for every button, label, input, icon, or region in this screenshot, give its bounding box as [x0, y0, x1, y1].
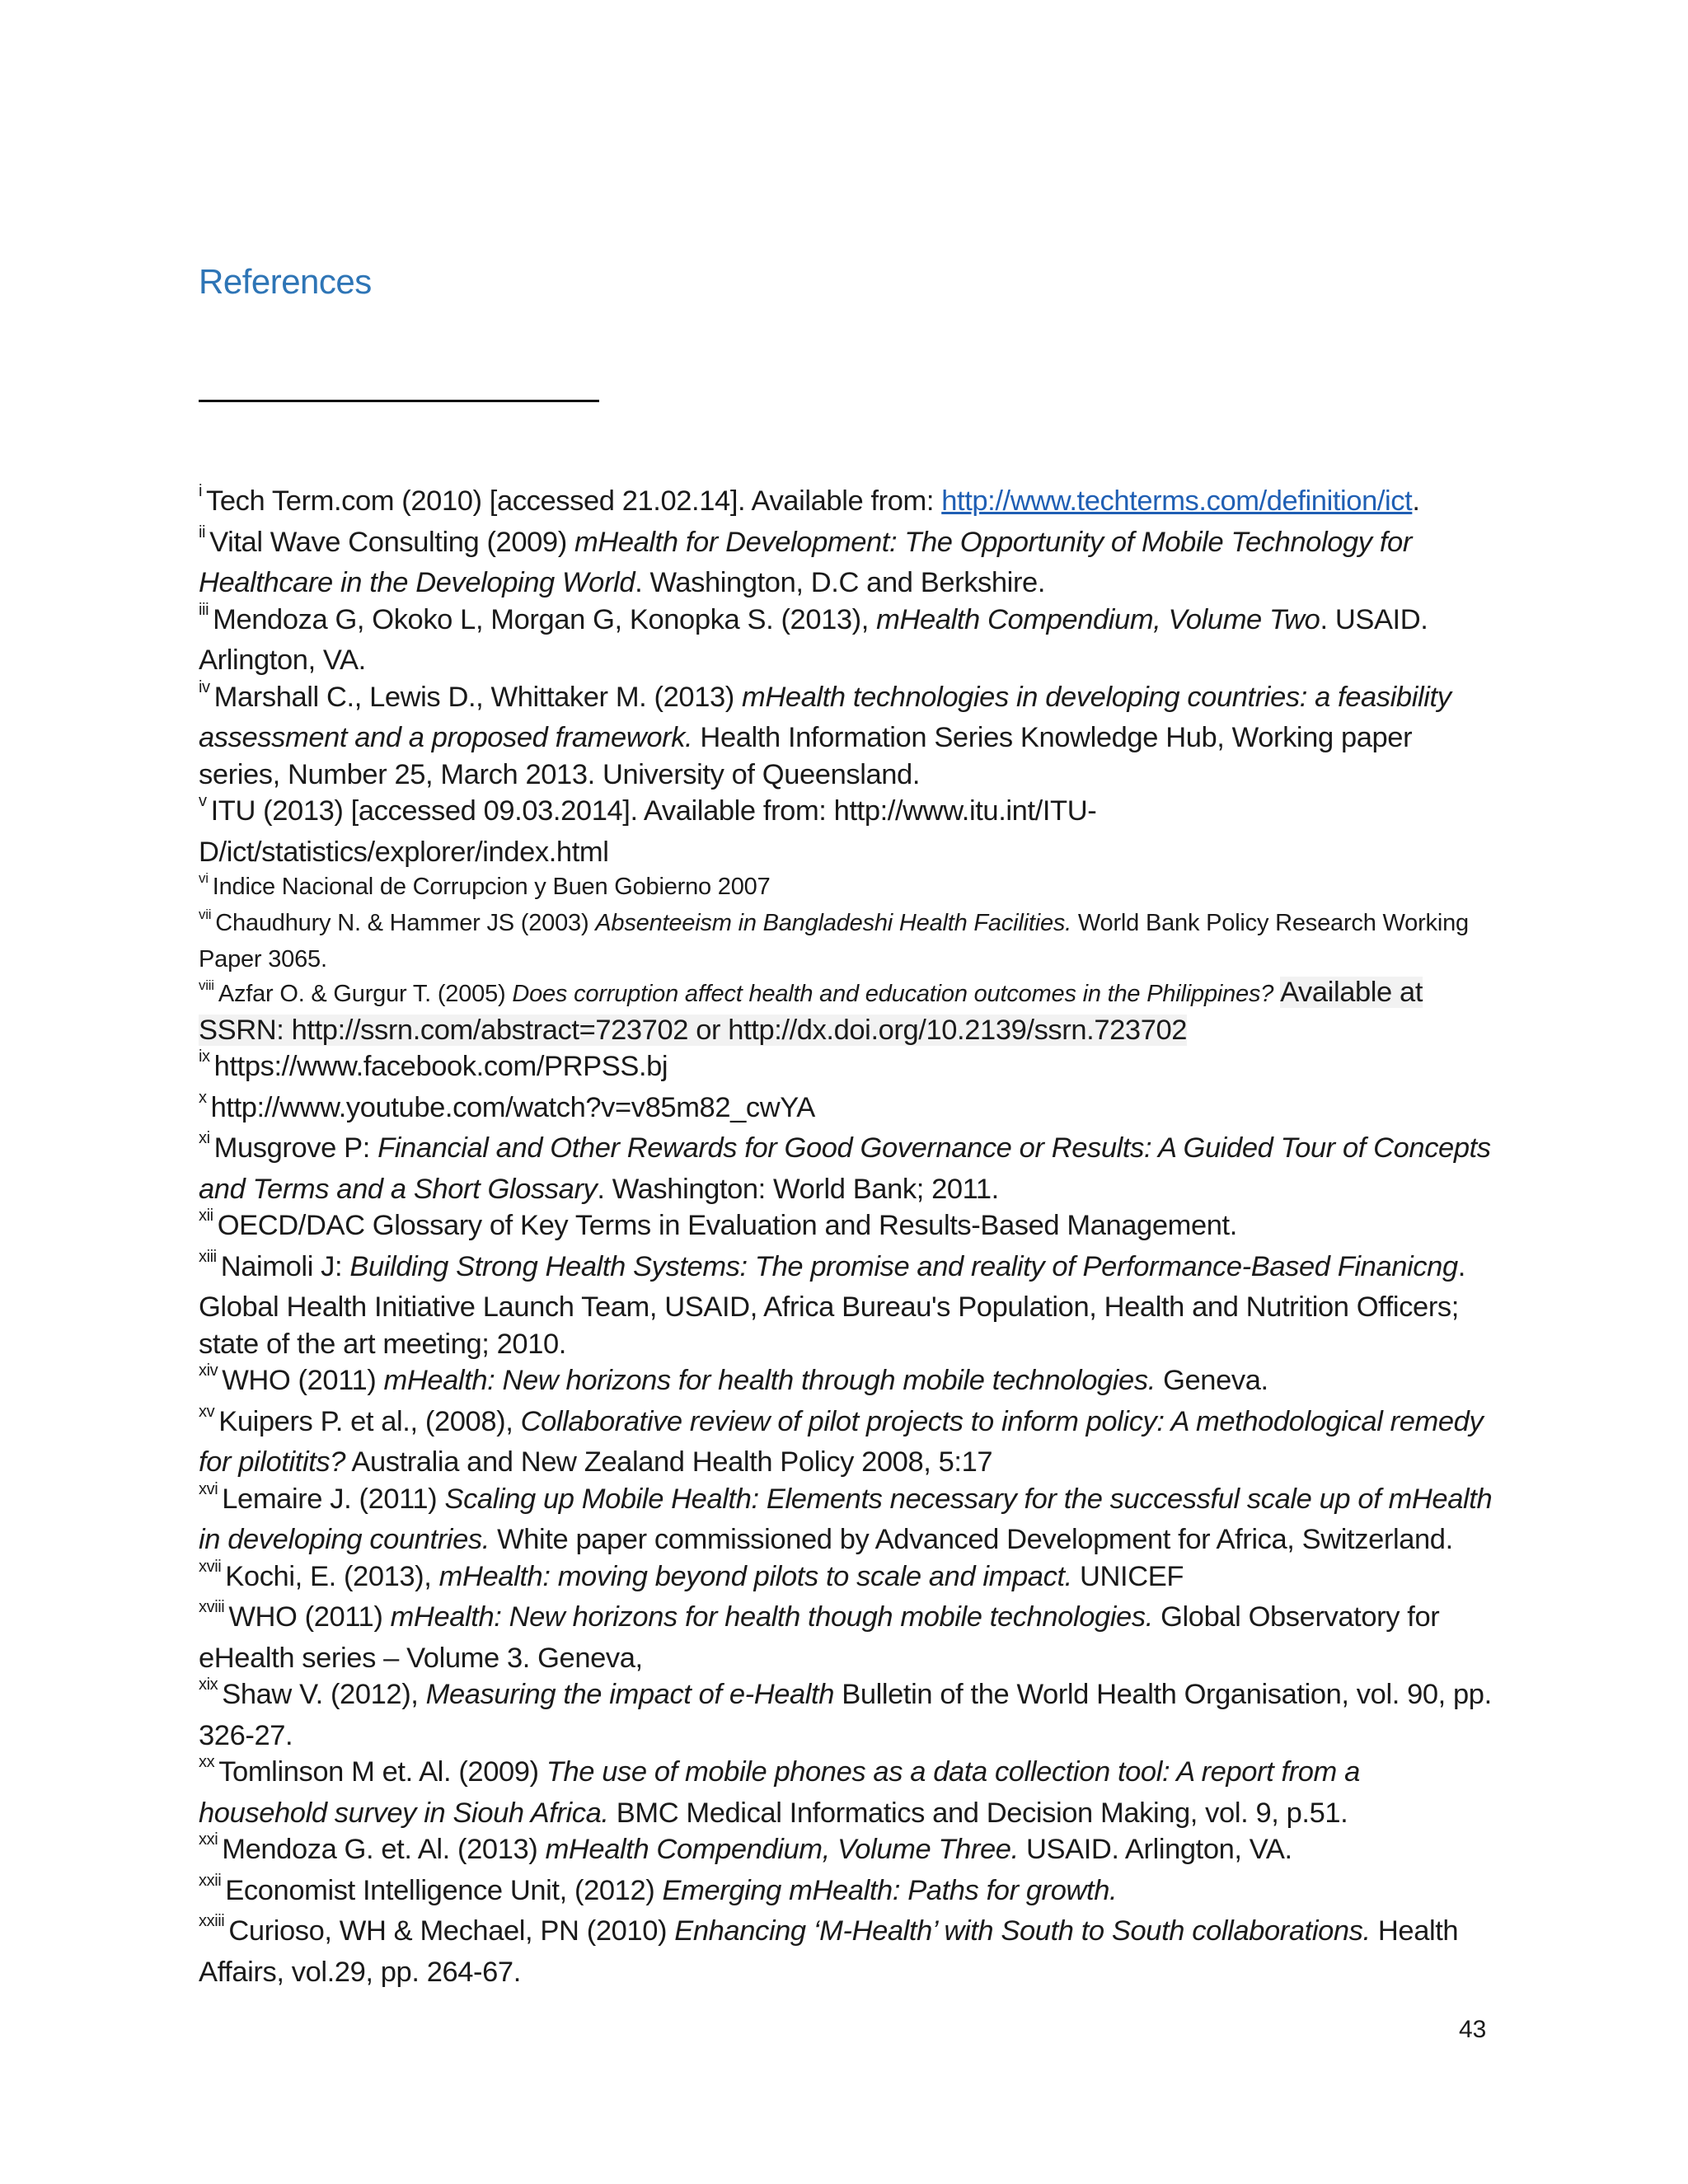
reference-marker: xviii	[199, 1598, 225, 1616]
reference-marker: xix	[199, 1675, 218, 1694]
reference-item	[199, 1599, 1493, 1676]
reference-item	[199, 1676, 1493, 1754]
reference-text-tail: . Washington: World Bank; 2011.	[597, 1173, 999, 1205]
reference-text-tail: Australia and New Zealand Health Policy 2008, 5:17	[345, 1446, 993, 1478]
reference-item	[199, 1872, 1493, 1914]
reference-text-tail	[1273, 981, 1280, 1007]
reference-text-tail: . Washington, D.C and Berkshire.	[635, 567, 1046, 598]
reference-marker: x	[199, 1088, 207, 1107]
reference-item	[199, 793, 1493, 870]
page-number: 43	[1459, 2016, 1487, 2043]
reference-item	[199, 602, 1493, 679]
reference-marker: iii	[199, 600, 209, 619]
reference-text: Mendoza G. et. Al. (2013)	[222, 1834, 546, 1865]
reference-item	[199, 1130, 1493, 1207]
reference-text: http://www.youtube.com/watch?v=v85m82_cwYA	[210, 1091, 815, 1123]
reference-item	[199, 1913, 1493, 1990]
reference-item	[199, 907, 1493, 976]
reference-item	[199, 1090, 1493, 1131]
reference-link[interactable]: http://www.techterms.com/definition/ict	[941, 485, 1413, 517]
page-title: References	[199, 262, 372, 301]
reference-title: mHealth Compendium, Volume Three.	[545, 1834, 1019, 1865]
reference-marker: xiii	[199, 1247, 217, 1266]
reference-text-tail: Health Affairs, vol.29, pp. 264-67.	[199, 1915, 1459, 1988]
reference-marker: xiv	[199, 1361, 218, 1380]
reference-text: Vital Wave Consulting (2009)	[209, 526, 574, 558]
reference-text: Curioso, WH & Mechael, PN (2010)	[228, 1915, 675, 1947]
reference-title: mHealth Compendium, Volume Two	[876, 603, 1320, 635]
reference-title: Measuring the impact of e-Health	[425, 1679, 835, 1710]
reference-item	[199, 524, 1493, 602]
reference-text: Naimoli J:	[220, 1250, 350, 1282]
reference-text: Musgrove P:	[213, 1132, 378, 1164]
reference-marker: ii	[199, 523, 206, 541]
reference-text: Lemaire J. (2011)	[222, 1483, 445, 1515]
reference-item	[199, 483, 1493, 524]
footnote-separator	[199, 400, 599, 402]
reference-title: Financial and Other Rewards for Good Governance or Results: A Guided Tour of Concepts and Terms and a Short Glossary	[199, 1132, 1491, 1205]
reference-text: Mendoza G, Okoko L, Morgan G, Konopka S. (2013),	[213, 603, 877, 635]
reference-item	[199, 870, 1493, 907]
reference-title: mHealth technologies in developing countries: a feasibility assessment and a proposed framework.	[199, 681, 1451, 753]
reference-text: Indice Nacional de Corrupcion y Buen Gobierno 2007	[212, 874, 771, 900]
reference-marker: vi	[199, 869, 209, 886]
reference-item	[199, 1831, 1493, 1872]
reference-item	[199, 976, 1493, 1048]
reference-item	[199, 1362, 1493, 1404]
reference-marker: ix	[199, 1047, 210, 1066]
reference-title: mHealth: New horizons for health through mobile technologies.	[383, 1365, 1156, 1396]
reference-item	[199, 679, 1493, 794]
reference-text-tail: . Global Health Initiative Launch Team, USAID, Africa Bureau's Population, Health and Nutrition Officers; state of the art meeting; 2010.	[199, 1250, 1465, 1360]
reference-item	[199, 1249, 1493, 1363]
reference-title: mHealth: New horizons for health though mobile technologies.	[390, 1601, 1153, 1633]
reference-text: Tech Term.com (2010) [accessed 21.02.14]. Available from:	[206, 485, 942, 517]
reference-item	[199, 1558, 1493, 1600]
reference-title: Enhancing ‘M-Health’ with South to South collaborations.	[674, 1915, 1371, 1947]
reference-item	[199, 1048, 1493, 1090]
reference-title: The use of mobile phones as a data collection tool: A report from a household survey in Siouh Africa.	[199, 1756, 1360, 1829]
reference-highlighted-text: Available at SSRN: http://ssrn.com/abstract=723702 or http://dx.doi.org/10.2139/ssrn.723702	[199, 977, 1423, 1046]
reference-text-tail: World Bank Policy Research Working Paper 3065.	[199, 910, 1469, 972]
reference-title: mHealth for Development: The Opportunity of Mobile Technology for Healthcare in the Developing World	[199, 526, 1412, 598]
reference-text-tail: Global Observatory for eHealth series – Volume 3. Geneva,	[199, 1601, 1440, 1674]
reference-marker: v	[199, 792, 207, 810]
reference-text: Kochi, E. (2013),	[225, 1560, 439, 1592]
reference-marker: xv	[199, 1402, 215, 1421]
reference-text: WHO (2011)	[222, 1365, 384, 1396]
reference-marker: xx	[199, 1753, 215, 1771]
reference-text: Kuipers P. et al., (2008),	[218, 1405, 521, 1437]
reference-text: Marshall C., Lewis D., Whittaker M. (2013)	[213, 681, 743, 713]
reference-list	[199, 483, 1493, 1990]
reference-text: OECD/DAC Glossary of Key Terms in Evaluation and Results-Based Management.	[217, 1210, 1237, 1241]
reference-marker: xxii	[199, 1871, 222, 1890]
reference-text: Shaw V. (2012),	[222, 1679, 426, 1710]
reference-marker: xi	[199, 1129, 210, 1147]
reference-title: Emerging mHealth: Paths for growth.	[662, 1874, 1118, 1906]
reference-text: ITU (2013) [accessed 09.03.2014]. Available from: http://www.itu.int/ITU-D/ict/statistics/explorer/index.html	[199, 795, 1097, 868]
reference-item	[199, 1481, 1493, 1558]
reference-text-tail: .	[1412, 485, 1420, 517]
reference-title: Building Strong Health Systems: The promise and reality of Performance-Based Finanicng	[349, 1250, 1458, 1282]
reference-text: Economist Intelligence Unit, (2012)	[225, 1874, 663, 1906]
reference-text: WHO (2011)	[228, 1601, 391, 1633]
reference-marker: xvi	[199, 1479, 218, 1498]
reference-text-tail: Geneva.	[1155, 1365, 1268, 1396]
reference-text-tail: BMC Medical Informatics and Decision Making, vol. 9, p.51.	[608, 1797, 1348, 1829]
reference-marker: vii	[199, 906, 212, 922]
reference-text-tail: Health Information Series Knowledge Hub, Working paper series, Number 25, March 2013. University of Queensland.	[199, 722, 1413, 790]
reference-title: Absenteeism in Bangladeshi Health Facilities.	[595, 910, 1072, 936]
reference-text-tail: . USAID. Arlington, VA.	[199, 603, 1428, 676]
reference-marker: viii	[199, 977, 214, 993]
reference-text: Chaudhury N. & Hammer JS (2003)	[215, 910, 596, 936]
reference-marker: xxi	[199, 1830, 218, 1849]
reference-title: mHealth: moving beyond pilots to scale and impact.	[438, 1560, 1072, 1592]
reference-text-tail: Bulletin of the World Health Organisation, vol. 90, pp. 326-27.	[199, 1679, 1492, 1751]
reference-title: Collaborative review of pilot projects to inform policy: A methodological remedy for pilotitits?	[199, 1405, 1484, 1478]
reference-title: Scaling up Mobile Health: Elements necessary for the successful scale up of mHealth in developing countries.	[199, 1483, 1493, 1555]
reference-text: Tomlinson M et. Al. (2009)	[218, 1756, 546, 1788]
reference-marker: xii	[199, 1207, 213, 1225]
reference-text-tail: White paper commissioned by Advanced Development for Africa, Switzerland.	[489, 1524, 1453, 1555]
reference-item	[199, 1404, 1493, 1481]
reference-marker: xxiii	[199, 1912, 225, 1930]
reference-title: Does corruption affect health and education outcomes in the Philippines?	[512, 981, 1274, 1007]
reference-marker: i	[199, 482, 203, 500]
reference-marker: xvii	[199, 1557, 222, 1576]
reference-item	[199, 1207, 1493, 1249]
reference-marker: iv	[199, 677, 210, 696]
reference-text-tail: UNICEF	[1071, 1560, 1184, 1592]
reference-item	[199, 1754, 1493, 1831]
reference-text: https://www.facebook.com/PRPSS.bj	[213, 1051, 668, 1082]
reference-text-tail: USAID. Arlington, VA.	[1018, 1834, 1292, 1865]
reference-text: Azfar O. & Gurgur T. (2005)	[218, 981, 513, 1007]
